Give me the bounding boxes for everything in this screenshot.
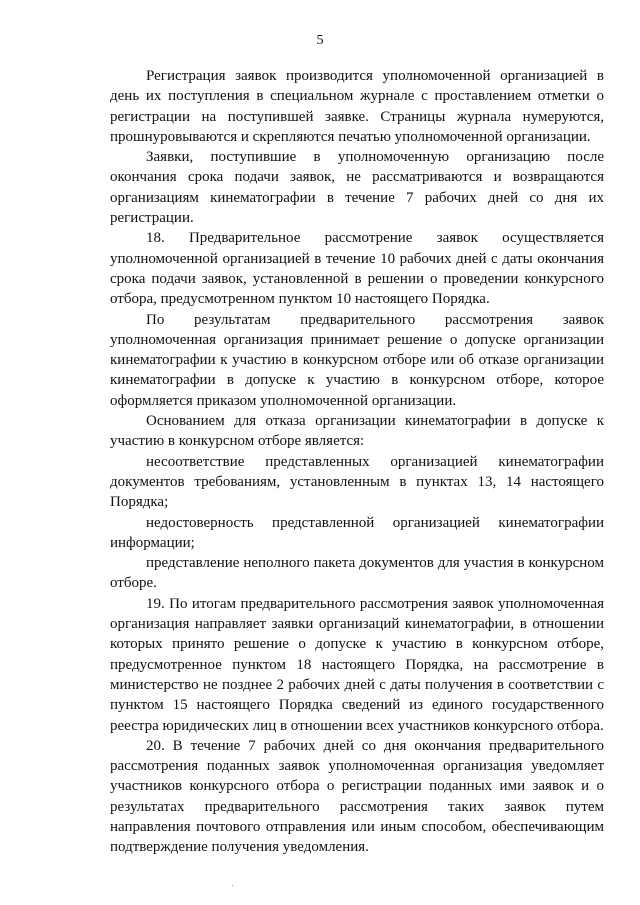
- paragraph-item-20: 20. В течение 7 рабочих дней со дня окончания предварительного рассмотрения поданных заявок уполномоченная организация уведомляет участников конкурсного отбора о регистрации поданных ими заявок и о результатах предварительного рассмотрения таких заявок путем направления почтового отправления или иным способом, обеспечивающим подтверждение получения уведомления.: [110, 737, 604, 856]
- scan-speck: [232, 885, 233, 886]
- paragraph-ground-unreliability: недостоверность представленной организацией кинематографии информации;: [110, 514, 604, 551]
- paragraph-registration: Регистрация заявок производится уполномоченной организацией в день их поступления в специальном журнале с проставлением отметки о регистрации на поступившей заявке. Страницы журнала нумеруются, прошнуровываются и скрепляются печатью уполномоченной организации.: [110, 68, 604, 145]
- paragraph-ground-incomplete-package: представление неполного пакета документов для участия в конкурсном отборе.: [110, 555, 604, 592]
- paragraph-late-applications: Заявки, поступившие в уполномоченную организацию после окончания срока подачи заявок, не рассматриваются и возвращаются организациям кинематографии в течение 7 рабочих дней со дня их регистрации.: [110, 149, 604, 227]
- paragraph-refusal-grounds: Основанием для отказа организации кинематографии в допуске к участию в конкурсном отборе является:: [110, 413, 604, 450]
- paragraph-ground-nonconformity: несоответствие представленных организацией кинематографии документов требованиям, установленным в пунктах 13, 14 настоящего Порядка;: [110, 453, 604, 511]
- paragraph-admission-decision: По результатам предварительного рассмотрения заявок уполномоченная организация принимает решение о допуске организации кинематографии к участию в конкурсном отборе или об отказе организации кинематографии в допуске к участию в конкурсном отборе, которое оформляется приказом уполномоченной организации.: [110, 311, 604, 409]
- paragraph-item-19: 19. По итогам предварительного рассмотрения заявок уполномоченная организация направляет заявки организаций кинематографии, в отношении которых принято решение о допуске к участию в конкурсном отборе, предусмотренное пунктом 18 настоящего Порядка, на рассмотрение в министерство не позднее 2 рабочих дней с даты получения в соответствии с пунктом 15 настоящего Порядка сведений из единого государственного реестра юридических лиц в отношении всех участников конкурсного отбора.: [110, 595, 604, 734]
- document-body: [110, 66, 604, 858]
- page-number: 5: [316, 33, 324, 48]
- paragraph-item-18: 18. Предварительное рассмотрение заявок осуществляется уполномоченной организацией в течение 10 рабочих дней с даты окончания срока подачи заявок, установленной в решении о проведении конкурсного отбора, предусмотренном пунктом 10 настоящего Порядка.: [110, 230, 604, 308]
